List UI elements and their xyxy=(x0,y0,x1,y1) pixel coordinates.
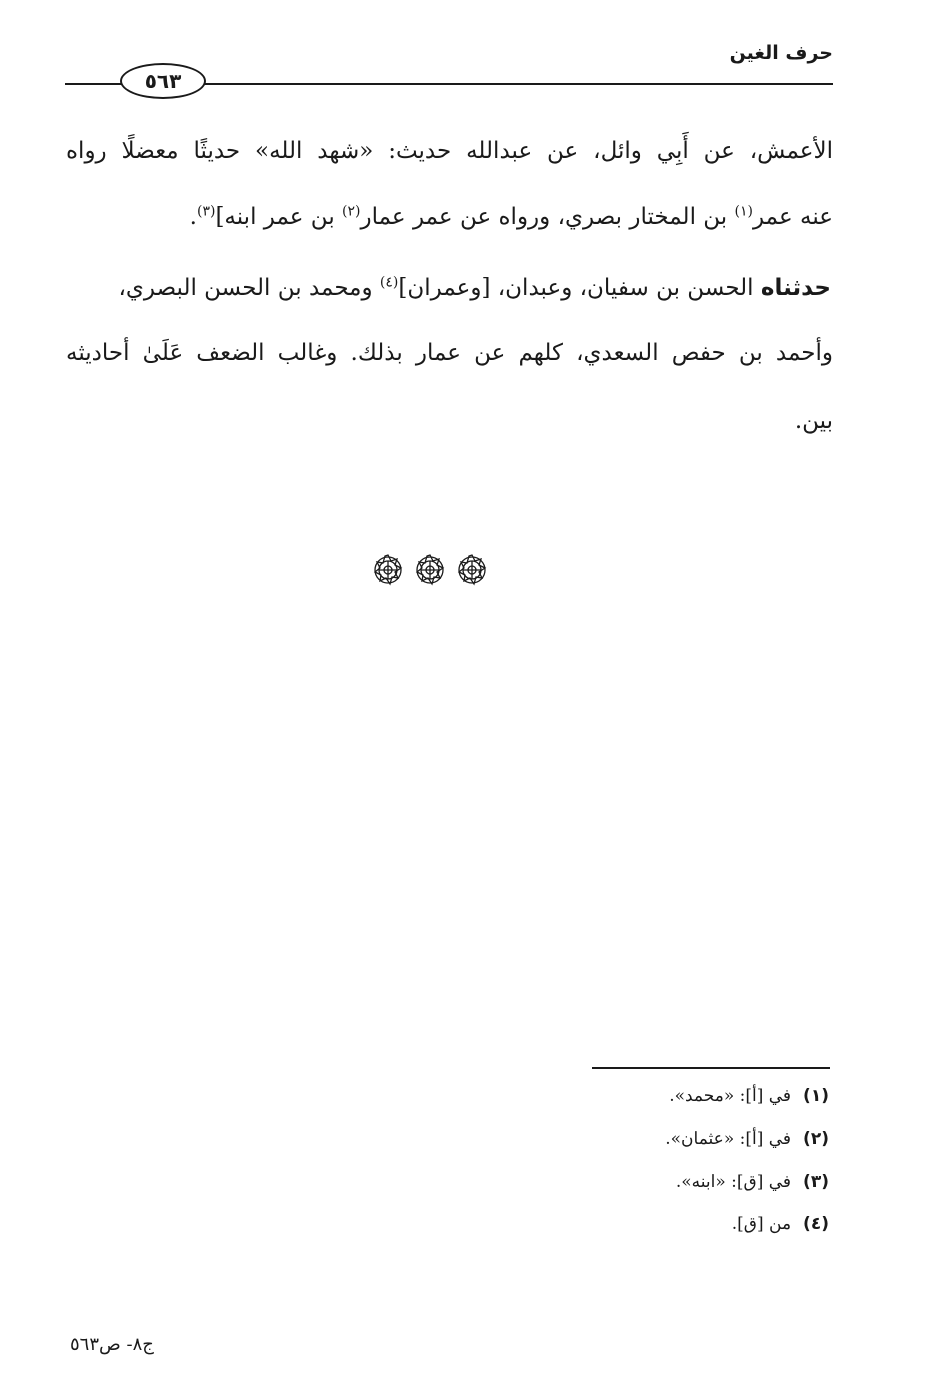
body-text: عنه عمر xyxy=(752,204,833,230)
footnote-number: (٣) xyxy=(803,1172,829,1192)
footnote-2 xyxy=(665,1129,829,1149)
footnote-separator xyxy=(592,1067,830,1069)
footnote-1 xyxy=(669,1086,829,1106)
body-text: الحسن بن سفيان، وعبدان، [وعمران] xyxy=(398,275,761,301)
section-divider-ornaments xyxy=(372,553,488,587)
footnote-4 xyxy=(732,1214,829,1234)
footnote-ref-4[interactable]: (٤) xyxy=(379,274,399,291)
body-line-5: بين. xyxy=(794,408,833,434)
star-flower-ornament-icon xyxy=(456,553,488,587)
footnote-text: في [أ]: «عثمان». xyxy=(665,1129,792,1149)
footnote-ref-1[interactable]: (١) xyxy=(734,203,753,220)
narration-keyword: حدثناه xyxy=(760,275,831,301)
footnote-ref-3[interactable]: (٣) xyxy=(196,203,216,220)
body-text: بن عمر ابنه] xyxy=(215,204,343,230)
star-flower-ornament-icon xyxy=(372,553,404,587)
page-number: ٥٦٣ xyxy=(144,69,182,93)
volume-page-reference: ج٨- ص٥٦٣ xyxy=(70,1334,154,1355)
body-line-4: وأحمد بن حفص السعدي، كلهم عن عمار بذلك. وغالب الضعف عَلَىٰ أحاديثه xyxy=(66,340,833,366)
body-line-3 xyxy=(118,275,831,303)
body-text: . xyxy=(189,204,197,230)
footnote-3 xyxy=(676,1172,829,1192)
body-line-2 xyxy=(190,204,833,232)
chapter-title: حرف الغين xyxy=(729,42,833,64)
body-line-1: الأعمش، عن أَبِي وائل، عن عبدالله حديث: «شهد الله» حديثًا معضلًا رواه xyxy=(66,138,833,164)
footnote-text: في [أ]: «محمد». xyxy=(669,1086,792,1106)
footnote-ref-2[interactable]: (٢) xyxy=(342,203,361,220)
footnote-number: (٢) xyxy=(803,1129,829,1149)
star-flower-ornament-icon xyxy=(414,553,446,587)
body-text: ومحمد بن الحسن البصري، xyxy=(118,275,380,301)
footnote-number: (١) xyxy=(803,1086,829,1106)
page-number-badge xyxy=(120,63,206,99)
footnote-number: (٤) xyxy=(803,1214,829,1234)
footnote-text: من [ق]. xyxy=(731,1214,792,1234)
footnote-text: في [ق]: «ابنه». xyxy=(675,1172,792,1192)
body-text: بن المختار بصري، ورواه عن عمر عمار xyxy=(360,204,735,230)
